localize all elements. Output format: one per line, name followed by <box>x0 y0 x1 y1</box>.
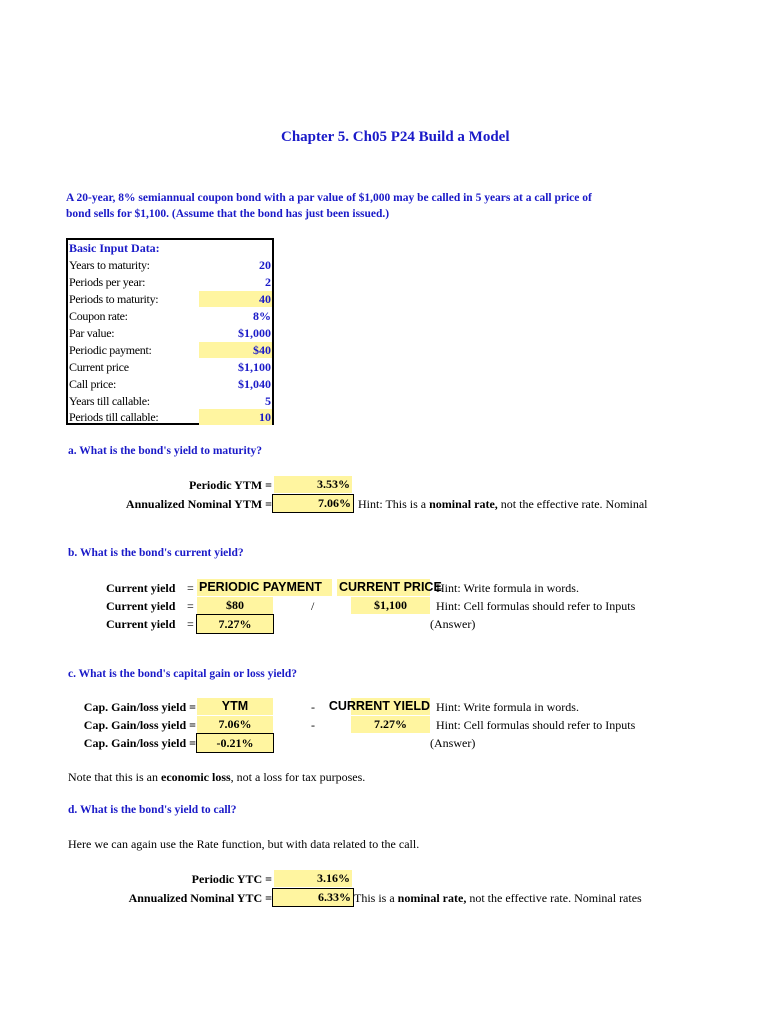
note-pre: Note that this is an <box>68 770 161 784</box>
input-row <box>68 257 272 274</box>
periodic-ytm-label: Periodic YTM = <box>188 478 272 492</box>
cap-gain-label: Cap. Gain/loss yield = <box>83 736 196 750</box>
hint-d-bold: nominal rate, <box>397 891 467 905</box>
input-row <box>68 342 272 359</box>
annualized-ytm-value[interactable]: 7.06% <box>272 494 354 513</box>
input-row <box>68 409 272 426</box>
periodic-ytc-value[interactable]: 3.16% <box>274 870 352 887</box>
input-row <box>68 393 272 410</box>
economic-loss-note <box>68 770 365 785</box>
periodic-ytc-label: Periodic YTC = <box>191 872 272 886</box>
hint-d-post: not the effective rate. Nominal rates <box>466 891 642 905</box>
question-b: b. What is the bond's current yield? <box>68 547 244 559</box>
hint-b-1: Hint: Write formula in words. <box>436 581 579 595</box>
input-label: Coupon rate: <box>69 309 128 323</box>
input-value[interactable]: $1,100 <box>238 360 271 374</box>
hint-d <box>354 891 642 906</box>
ytm-value[interactable]: 7.06% <box>197 716 273 733</box>
hint-b-2: Hint: Cell formulas should refer to Inputs <box>436 599 636 613</box>
annualized-ytc-value[interactable]: 6.33% <box>272 888 354 907</box>
equals-sign: = <box>187 581 194 595</box>
part-d-intro: Here we can again use the Rate function, but with data related to the call. <box>68 837 420 851</box>
equals-sign: = <box>187 599 194 613</box>
current-yield-answer[interactable]: 7.27% <box>196 614 274 634</box>
input-table-header: Basic Input Data: <box>69 241 160 255</box>
input-value[interactable]: 40 <box>199 291 272 307</box>
input-row <box>68 291 272 308</box>
input-row <box>68 359 272 376</box>
hint-c-2: Hint: Cell formulas should refer to Inputs <box>436 718 636 732</box>
question-c: c. What is the bond's capital gain or loss yield? <box>68 668 297 680</box>
question-a: a. What is the bond's yield to maturity? <box>68 445 263 457</box>
input-row <box>68 325 272 342</box>
current-yield-label: Current yield <box>106 599 176 613</box>
note-post: , not a loss for tax purposes. <box>230 770 366 784</box>
formula-current-price[interactable]: CURRENT PRICE <box>339 580 442 594</box>
input-label: Years till callable: <box>69 394 150 408</box>
hint-a-pre: Hint: This is a <box>358 497 430 511</box>
periodic-payment-value[interactable]: $80 <box>197 597 273 614</box>
input-value[interactable]: 5 <box>265 394 271 408</box>
input-label: Current price <box>69 360 129 374</box>
current-yield-label: Current yield <box>106 581 176 595</box>
equals-sign: = <box>187 617 194 631</box>
minus-sign: - <box>311 718 315 732</box>
input-label: Years to maturity: <box>69 258 150 272</box>
periodic-ytm-value[interactable]: 3.53% <box>274 476 352 493</box>
formula-current-yield[interactable]: CURRENT YIELD <box>328 699 430 713</box>
annualized-ytm-label: Annualized Nominal YTM = <box>125 497 272 511</box>
basic-input-table <box>66 238 274 425</box>
formula-ytm[interactable]: YTM <box>197 698 273 715</box>
input-row <box>68 308 272 325</box>
hint-a <box>358 497 648 512</box>
divide-sign: / <box>311 599 315 613</box>
current-yield-label: Current yield <box>106 617 176 631</box>
cap-gain-answer[interactable]: -0.21% <box>196 733 274 753</box>
input-label: Periods per year: <box>69 275 146 289</box>
input-label: Periodic payment: <box>69 343 152 357</box>
current-price-value[interactable]: $1,100 <box>351 597 430 614</box>
hint-d-pre: This is a <box>354 891 398 905</box>
question-d: d. What is the bond's yield to call? <box>68 804 237 816</box>
answer-note-c: (Answer) <box>430 736 476 750</box>
hint-c-1: Hint: Write formula in words. <box>436 700 579 714</box>
input-label: Call price: <box>69 377 117 391</box>
input-value[interactable]: 20 <box>259 258 271 272</box>
page-title: Chapter 5. Ch05 P24 Build a Model <box>281 129 510 145</box>
input-label: Periods till callable: <box>69 410 159 424</box>
cap-gain-label: Cap. Gain/loss yield = <box>83 700 196 714</box>
problem-line-2: bond sells for $1,100. (Assume that the bond has just been issued.) <box>66 208 390 220</box>
input-value[interactable]: 10 <box>199 409 272 425</box>
input-value[interactable]: 8% <box>253 309 271 323</box>
note-bold: economic loss <box>161 770 231 784</box>
formula-periodic-payment[interactable]: PERIODIC PAYMENT <box>197 579 332 596</box>
annualized-ytc-label: Annualized Nominal YTC = <box>128 891 272 905</box>
cap-gain-label: Cap. Gain/loss yield = <box>83 718 196 732</box>
answer-note-b: (Answer) <box>430 617 476 631</box>
current-yield-value[interactable]: 7.27% <box>351 716 430 733</box>
input-value[interactable]: $1,040 <box>238 377 271 391</box>
input-value[interactable]: $1,000 <box>238 326 271 340</box>
minus-sign: - <box>311 700 315 714</box>
input-value[interactable]: $40 <box>199 342 272 358</box>
input-row <box>68 376 272 393</box>
input-label: Periods to maturity: <box>69 292 159 306</box>
input-row <box>68 274 272 291</box>
input-label: Par value: <box>69 326 115 340</box>
hint-a-post: not the effective rate. Nominal <box>497 497 648 511</box>
problem-line-1: A 20-year, 8% semiannual coupon bond with a par value of $1,000 may be called in 5 years at a call price of <box>66 192 592 204</box>
hint-a-bold: nominal rate, <box>429 497 498 511</box>
input-value[interactable]: 2 <box>265 275 271 289</box>
